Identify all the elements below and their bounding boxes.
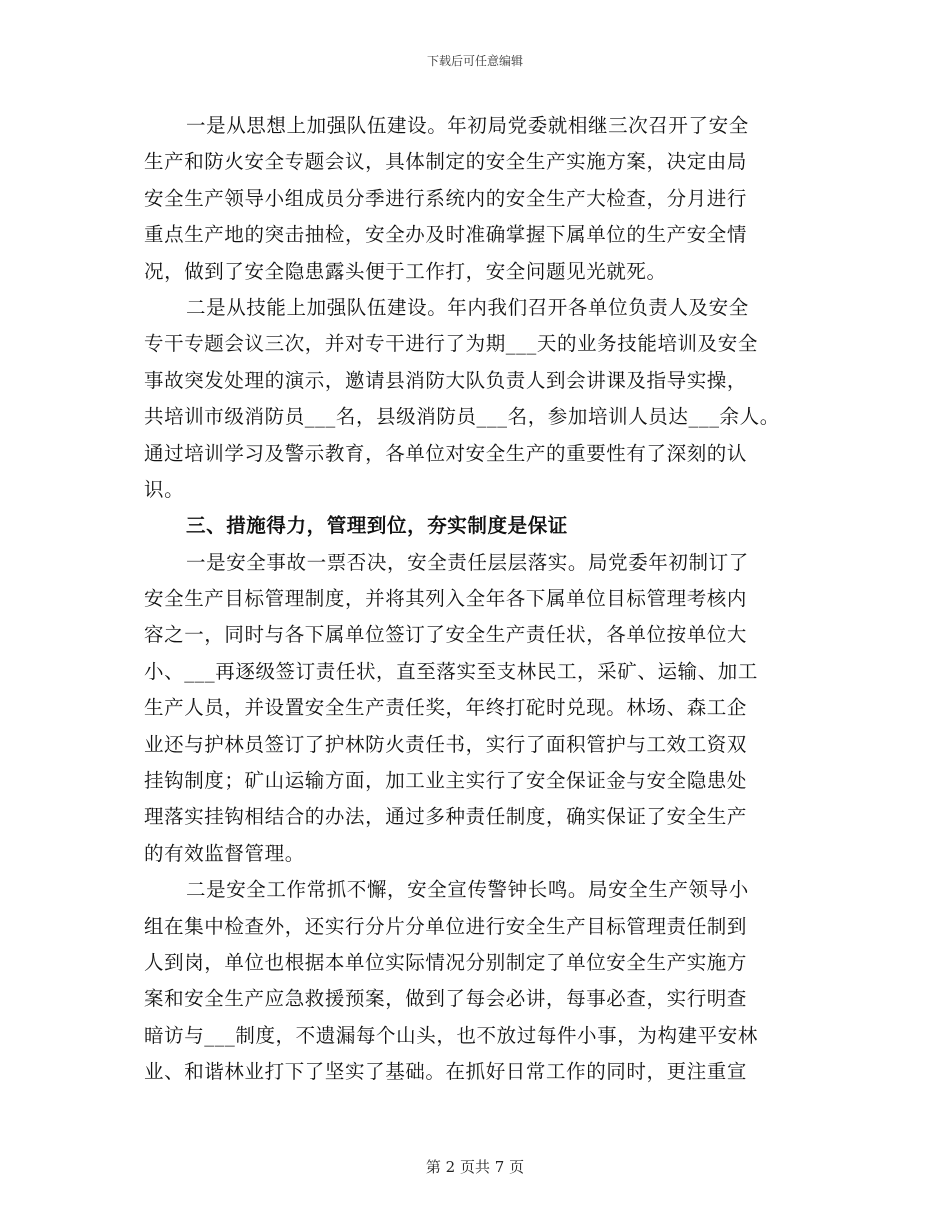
text-line: 小、___再逐级签订责任状，直至落实至支林民工，采矿、运输、加工 — [144, 659, 758, 683]
text-line: 二是安全工作常抓不懈，安全宣传警钟长鸣。局安全生产领导小 — [186, 878, 749, 902]
page-number: 第 2 页共 7 页 — [425, 1158, 525, 1176]
text-line: 生产和防火安全专题会议，具体制定的安全生产实施方案，决定由局 — [144, 150, 748, 174]
document-body — [144, 108, 824, 1091]
text-line: 识。 — [144, 477, 185, 501]
text-line: 通过培训学习及警示教育，各单位对安全生产的重要性有了深刻的认 — [144, 441, 748, 465]
text-line: 安全生产领导小组成员分季进行系统内的安全生产大检查，分月进行 — [144, 186, 748, 210]
text-line: 重点生产地的突击抽检，安全办及时准确掌握下属单位的生产安全情 — [144, 223, 748, 247]
text-line: 况，做到了安全隐患露头便于工作打，安全问题见光就死。 — [144, 259, 667, 283]
text-line: 共培训市级消防员___名，县级消防员___名，参加培训人员达___余人。 — [144, 405, 780, 429]
text-line: 人到岗，单位也根据本单位实际情况分别制定了单位安全生产实施方 — [144, 950, 748, 974]
text-line: 生产人员，并设置安全生产责任奖，年终打砣时兑现。林场、森工企 — [144, 696, 748, 720]
text-line: 事故突发处理的演示，邀请县消防大队负责人到会讲课及指导实操， — [144, 368, 748, 392]
text-line: 安全生产目标管理制度，并将其列入全年各下属单位目标管理考核内 — [144, 587, 748, 611]
page-header: 下载后可任意编辑 — [426, 54, 523, 68]
text-line: 一是安全事故一票否决，安全责任层层落实。局党委年初制订了 — [186, 550, 749, 574]
text-line: 二是从技能上加强队伍建设。年内我们召开各单位负责人及安全 — [186, 295, 749, 319]
text-line: 业、和谐林业打下了坚实了基础。在抓好日常工作的同时，更注重宣 — [144, 1060, 748, 1084]
text-line: 理落实挂钩相结合的办法，通过多种责任制度，确实保证了安全生产 — [144, 805, 748, 829]
section-heading: 三、措施得力，管理到位，夯实制度是保证 — [186, 514, 568, 538]
text-line: 专干专题会议三次，并对专干进行了为期___天的业务技能培训及安全 — [144, 332, 758, 356]
text-line: 案和安全生产应急救援预案，做到了每会必讲，每事必查，实行明查 — [144, 987, 748, 1011]
text-line: 组在集中检查外，还实行分片分单位进行安全生产目标管理责任制到 — [144, 914, 748, 938]
text-line: 容之一，同时与各下属单位签订了安全生产责任状，各单位按单位大 — [144, 623, 748, 647]
text-line: 暗访与___制度，不遗漏每个山头，也不放过每件小事，为构建平安林 — [144, 1023, 758, 1047]
text-line: 一是从思想上加强队伍建设。年初局党委就相继三次召开了安全 — [186, 114, 749, 137]
text-line: 的有效监督管理。 — [144, 841, 305, 865]
text-line: 业还与护林员签订了护林防火责任书，实行了面积管护与工效工资双 — [144, 732, 748, 756]
text-line: 挂钩制度；矿山运输方面，加工业主实行了安全保证金与安全隐患处 — [144, 769, 748, 793]
